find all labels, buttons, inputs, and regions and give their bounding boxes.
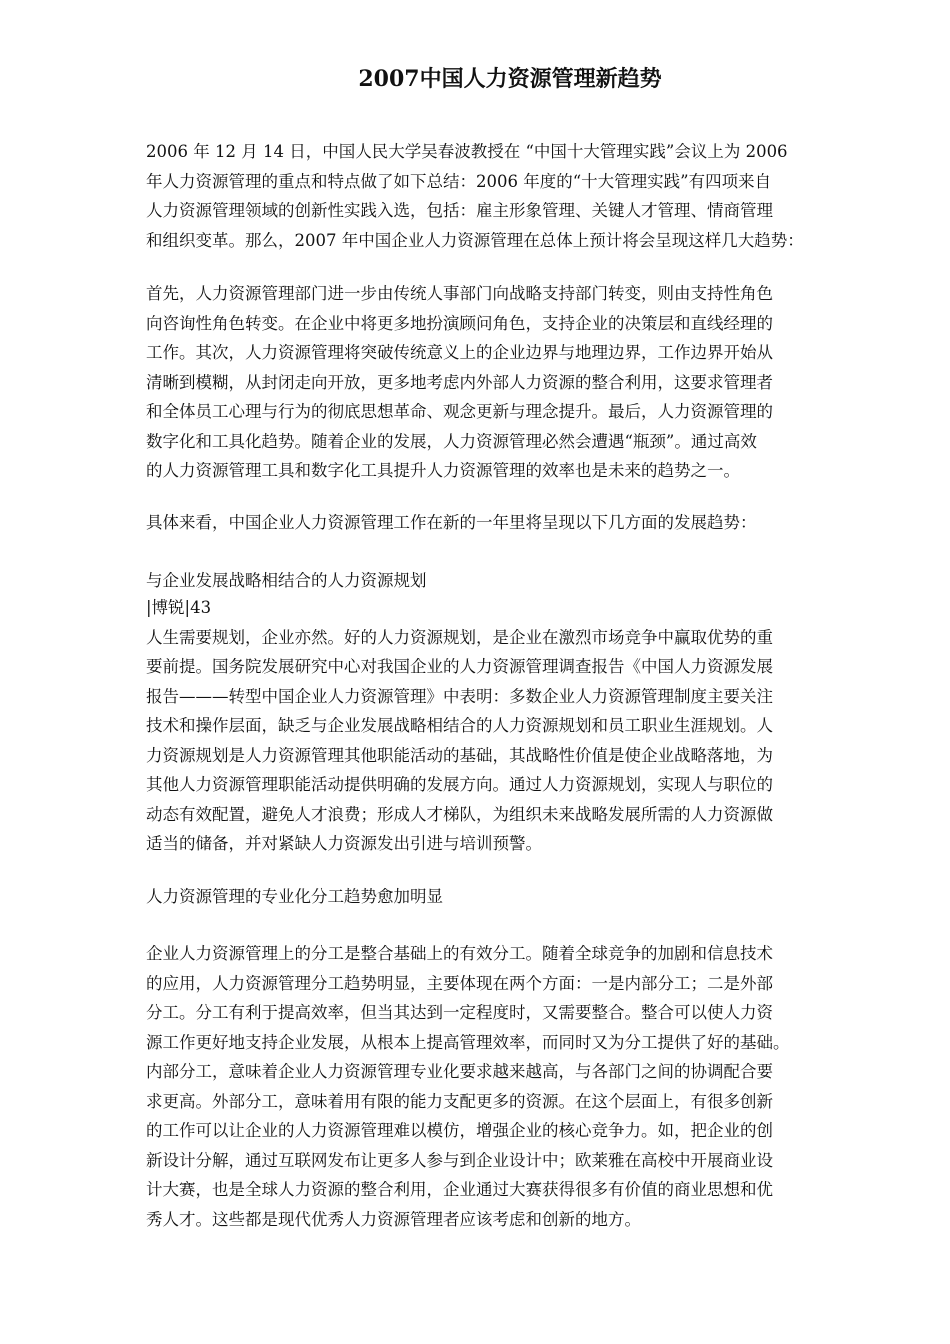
text-line: 人力资源管理领域的创新性实践入选，包括：雇主形象管理、关键人才管理、情商管理 bbox=[146, 201, 773, 220]
text-line: 数字化和工具化趋势。随着企业的发展，人力资源管理必然会遭遇“瓶颈”。通过高效 bbox=[146, 431, 757, 451]
text-line: 2006 年 12 月 14 日，中国人民大学吴春波教授在 “中国十大管理实践”会议上为 2006 bbox=[146, 142, 788, 161]
text-line: 求更高。外部分工，意味着用有限的能力支配更多的资源。在这个层面上，有很多创新 bbox=[146, 1091, 773, 1111]
text-line: 人生需要规划，企业亦然。好的人力资源规划，是企业在激烈市场竞争中赢取优势的重 bbox=[146, 627, 773, 647]
section-heading-text: 人力资源管理的专业化分工趋势愈加明显 bbox=[146, 887, 443, 906]
text-line: 分工。分工有利于提高效率，但当其达到一定程度时，又需要整合。整合可以使人力资 bbox=[146, 1003, 773, 1022]
text-line: 的工作可以让企业的人力资源管理难以模仿，增强企业的核心竞争力。如，把企业的创 bbox=[146, 1121, 773, 1140]
section2-paragraph bbox=[146, 939, 886, 1234]
document-title: 2007中国人力资源管理新趋势 bbox=[358, 66, 662, 92]
text-line: 新设计分解，通过互联网发布让更多人参与到企业设计中；欧莱雅在高校中开展商业设 bbox=[146, 1150, 773, 1170]
intro-paragraph bbox=[146, 137, 886, 255]
section-heading-text: 与企业发展战略相结合的人力资源规划 bbox=[146, 571, 427, 590]
text-line: 内部分工，意味着企业人力资源管理专业化要求越来越高，与各部门之间的协调配合要 bbox=[146, 1062, 773, 1081]
section1-paragraph bbox=[146, 593, 886, 859]
text-line: 工作。其次，人力资源管理将突破传统意义上的企业边界与地理边界，工作边界开始从 bbox=[146, 343, 773, 362]
text-line: 的人力资源管理工具和数字化工具提升人力资源管理的效率也是未来的趋势之一。 bbox=[146, 461, 740, 480]
text-line: 秀人才。这些都是现代优秀人力资源管理者应该考虑和创新的地方。 bbox=[146, 1209, 641, 1229]
text-line: 技术和操作层面，缺乏与企业发展战略相结合的人力资源规划和员工职业生涯规划。人 bbox=[146, 716, 773, 735]
text-line: 年人力资源管理的重点和特点做了如下总结：2006 年度的“十大管理实践”有四项来自 bbox=[146, 171, 772, 191]
source-tag: |博锐|43 bbox=[146, 598, 212, 617]
text-line: 和组织变革。那么，2007 年中国企业人力资源管理在总体上预计将会呈现这样几大趋势： bbox=[146, 230, 804, 250]
section2-heading bbox=[146, 882, 886, 912]
text-line: 适当的储备，并对紧缺人力资源发出引进与培训预警。 bbox=[146, 834, 542, 853]
text-line: 向咨询性角色转变。在企业中将更多地扮演顾问角色，支持企业的决策层和直线经理的 bbox=[146, 313, 773, 333]
text-line: 力资源规划是人力资源管理其他职能活动的基础，其战略性价值是使企业战略落地，为 bbox=[146, 745, 773, 765]
section1-heading bbox=[146, 566, 886, 596]
text-line: 其他人力资源管理职能活动提供明确的发展方向。通过人力资源规划，实现人与职位的 bbox=[146, 775, 773, 794]
text-line: 的应用，人力资源管理分工趋势明显，主要体现在两个方面：一是内部分工；二是外部 bbox=[146, 973, 773, 993]
text-line: 清晰到模糊，从封闭走向开放，更多地考虑内外部人力资源的整合利用，这要求管理者 bbox=[146, 372, 773, 392]
text-line: 报告———转型中国企业人力资源管理》中表明：多数企业人力资源管理制度主要关注 bbox=[146, 686, 773, 706]
text-line: 计大赛，也是全球人力资源的整合利用，企业通过大赛获得很多有价值的商业思想和优 bbox=[146, 1180, 773, 1199]
text-line: 企业人力资源管理上的分工是整合基础上的有效分工。随着全球竞争的加剧和信息技术 bbox=[146, 944, 773, 963]
text-line: 要前提。国务院发展研究中心对我国企业的人力资源管理调查报告《中国人力资源发展 bbox=[146, 657, 773, 676]
specific-intro-paragraph bbox=[146, 508, 886, 538]
text-line: 源工作更好地支持企业发展，从根本上提高管理效率，而同时又为分工提供了好的基础。 bbox=[146, 1032, 790, 1052]
text-line: 具体来看，中国企业人力资源管理工作在新的一年里将呈现以下几方面的发展趋势： bbox=[146, 513, 757, 532]
text-line: 和全体员工心理与行为的彻底思想革命、观念更新与理念提升。最后，人力资源管理的 bbox=[146, 402, 773, 421]
text-line: 动态有效配置，避免人才浪费；形成人才梯队，为组织未来战略发展所需的人力资源做 bbox=[146, 804, 773, 824]
trends-paragraph bbox=[146, 279, 886, 486]
text-line: 首先，人力资源管理部门进一步由传统人事部门向战略支持部门转变，则由支持性角色 bbox=[146, 284, 773, 303]
